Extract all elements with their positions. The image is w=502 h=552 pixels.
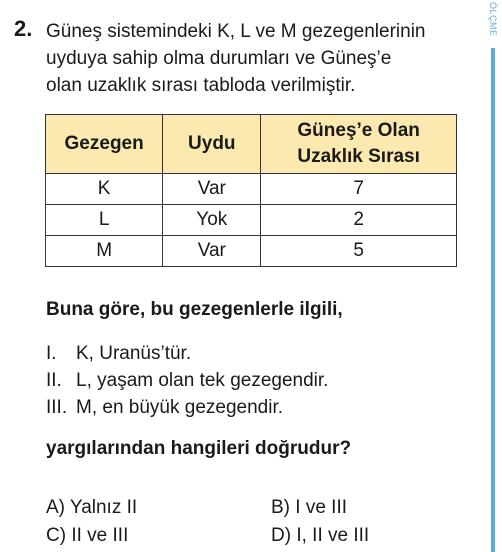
statement-text: M, en büyük gezegendir. bbox=[76, 397, 284, 418]
cell-planet: K bbox=[46, 174, 163, 205]
header-planet: Gezegen bbox=[46, 115, 163, 174]
cell-moon: Var bbox=[163, 174, 261, 205]
option-b[interactable]: B) I ve III bbox=[271, 497, 348, 518]
cell-planet: L bbox=[46, 205, 163, 236]
statement-numeral: III. bbox=[46, 397, 68, 418]
cell-planet: M bbox=[46, 236, 163, 267]
section-side-label: ÖLÇME bbox=[488, 2, 498, 37]
option-a[interactable]: A) Yalnız II bbox=[46, 497, 138, 518]
statement-text: L, yaşam olan tek gezegendir. bbox=[76, 370, 329, 391]
planet-table bbox=[45, 114, 457, 267]
cell-moon: Yok bbox=[163, 205, 261, 236]
question-number: 2. bbox=[14, 16, 33, 41]
section-side-bar bbox=[491, 48, 495, 552]
statement-numeral: I. bbox=[46, 343, 57, 364]
statement-text: K, Uranüs’tür. bbox=[76, 343, 192, 364]
cell-distance-order: 7 bbox=[261, 174, 457, 205]
table-row bbox=[46, 174, 457, 205]
question-stem-line: uyduya sahip olma durumları ve Güneş’e bbox=[46, 48, 392, 69]
statement-list bbox=[46, 340, 328, 421]
statement-item bbox=[46, 340, 328, 367]
option-c[interactable]: C) II ve III bbox=[46, 525, 129, 546]
header-distance-order-line: Güneş’e Olan bbox=[297, 120, 420, 141]
question-stem-line: olan uzaklık sırası tabloda verilmiştir. bbox=[46, 75, 356, 96]
question-ask: yargılarından hangileri doğrudur? bbox=[46, 438, 352, 459]
question-stem bbox=[46, 18, 476, 99]
statement-numeral: II. bbox=[46, 370, 62, 391]
table-row bbox=[46, 236, 457, 267]
cell-distance-order: 2 bbox=[261, 205, 457, 236]
table-row bbox=[46, 205, 457, 236]
question-lead: Buna göre, bu gezegenlerle ilgili, bbox=[46, 299, 343, 320]
header-distance-order bbox=[261, 115, 457, 174]
option-d[interactable]: D) I, II ve III bbox=[271, 525, 370, 546]
table-header-row bbox=[46, 115, 457, 174]
header-distance-order-line: Uzaklık Sırası bbox=[297, 146, 420, 167]
statement-item bbox=[46, 394, 328, 421]
statement-item bbox=[46, 367, 328, 394]
question-stem-line: Güneş sistemindeki K, L ve M gezegenlerinin bbox=[46, 21, 426, 42]
cell-distance-order: 5 bbox=[261, 236, 457, 267]
header-moon: Uydu bbox=[163, 115, 261, 174]
cell-moon: Var bbox=[163, 236, 261, 267]
